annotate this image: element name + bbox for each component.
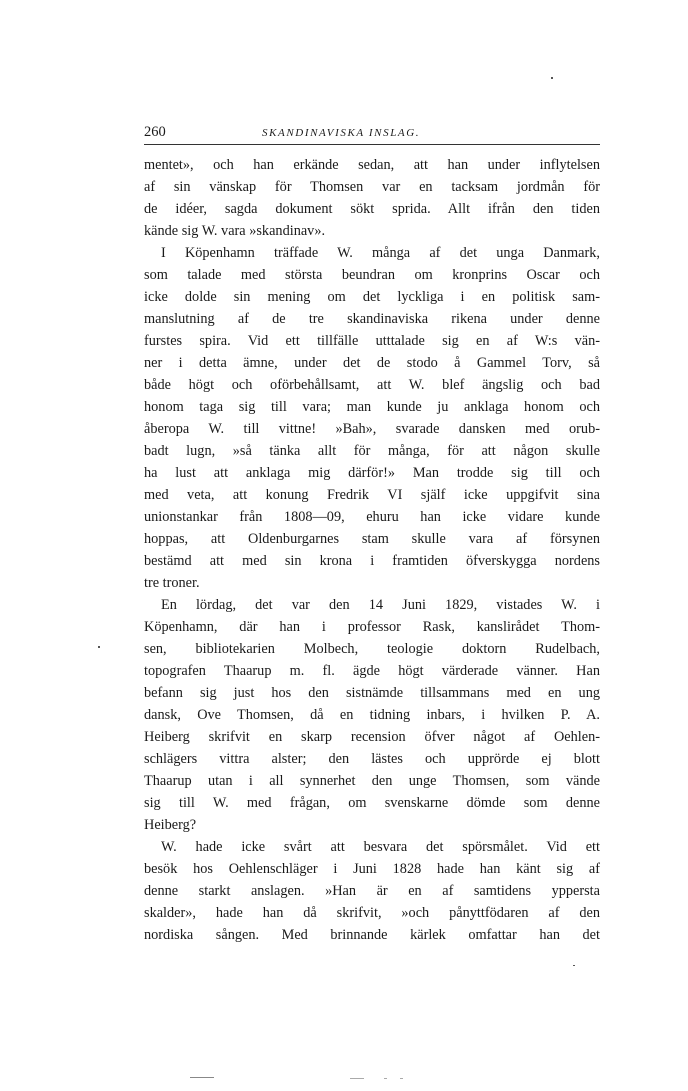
text-line: schlägers vittra alster; den lästes och upprörde ej blott: [144, 751, 600, 767]
text-line: åberopa W. till vittne! »Bah», svarade dansken med orub-: [144, 421, 600, 437]
text-line: Heiberg skrifvit en skarp recension öfver något af Oehlen-: [144, 729, 600, 745]
text-line: som talade med största beundran om kronprins Oscar och: [144, 267, 600, 283]
paragraph: [144, 154, 600, 242]
body-text: [144, 154, 600, 946]
text-line: af sin vänskap för Thomsen var en tacksam jordmån för: [144, 179, 600, 195]
text-line: I Köpenhamn träffade W. många af det unga Danmark,: [161, 245, 600, 261]
scan-speck: [573, 965, 575, 966]
text-line: furstes spira. Vid ett tillfälle utttalade sig en af W:s vän-: [144, 333, 600, 349]
text-line: besök hos Oehlenschläger i Juni 1828 hade han känt sig af: [144, 861, 600, 877]
text-line: nordiska sången. Med brinnande kärlek omfattar han det: [144, 927, 600, 943]
text-line: tre troner.: [144, 575, 200, 591]
scan-speck: [190, 1077, 214, 1078]
text-line: Heiberg?: [144, 817, 197, 833]
text-line: med veta, att konung Fredrik VI själf icke uppgifvit sina: [144, 487, 600, 503]
text-line: En lördag, det var den 14 Juni 1829, vistades W. i: [161, 597, 600, 613]
text-line: de idéer, sagda dokument sökt sprida. Allt ifrån den tiden: [144, 201, 600, 217]
text-line: topografen Thaarup m. fl. ägde högt värderade vänner. Han: [144, 663, 600, 679]
paragraph: [144, 242, 600, 594]
scan-speck: [400, 1078, 403, 1079]
text-line: honom taga sig till vara; man kunde ju anklaga honom och: [144, 399, 600, 415]
scan-speck: [350, 1078, 364, 1079]
paragraph: [144, 594, 600, 836]
text-line: bestämd att med sin krona i framtiden öfverskygga nordens: [144, 553, 600, 569]
text-line: hoppas, att Oldenburgarnes stam skulle vara af försynen: [144, 531, 600, 547]
text-line: Köpenhamn, där han i professor Rask, kanslirådet Thom-: [144, 619, 600, 635]
text-line: ner i detta ämne, under det de stodo å Gammel Torv, så: [144, 355, 600, 371]
text-line: sig till W. med frågan, om svenskarne dömde som denne: [144, 795, 600, 811]
running-title: SKANDINAVISKA INSLAG.: [262, 127, 421, 139]
text-line: dansk, Ove Thomsen, då en tidning inbars, i hvilken P. A.: [144, 707, 600, 723]
paragraph: [144, 836, 600, 946]
text-line: sen, bibliotekarien Molbech, teologie doktorn Rudelbach,: [144, 641, 600, 657]
scan-speck: [98, 646, 100, 648]
text-line: icke dolde sin mening om det lyckliga i en politisk sam-: [144, 289, 600, 305]
page-header: [144, 124, 600, 145]
text-line: ha lust att anklaga mig därför!» Man trodde sig till och: [144, 465, 600, 481]
text-line: manslutning af de tre skandinaviska rikena under denne: [144, 311, 600, 327]
scan-speck: [384, 1078, 387, 1079]
text-line: unionstankar från 1808—09, ehuru han icke vidare kunde: [144, 509, 600, 525]
text-line: denne starkt anslagen. »Han är en af samtidens yppersta: [144, 883, 600, 899]
text-line: både högt och oförbehållsamt, att W. blef ängslig och bad: [144, 377, 600, 393]
scan-speck: [551, 77, 553, 79]
text-line: kände sig W. vara »skandinav».: [144, 223, 326, 239]
page-number: 260: [144, 124, 166, 140]
text-line: befann sig just hos den sistnämde tillsammans med en ung: [144, 685, 600, 701]
text-line: skalder», hade han då skrifvit, »och pånyttfödaren af den: [144, 905, 600, 921]
text-line: mentet», och han erkände sedan, att han under inflytelsen: [144, 157, 600, 173]
text-line: W. hade icke svårt att besvara det spörsmålet. Vid ett: [161, 839, 600, 855]
text-line: badt lugn, »så tänka allt för många, för att någon skulle: [144, 443, 600, 459]
text-line: Thaarup utan i all synnerhet den unge Thomsen, som vände: [144, 773, 600, 789]
